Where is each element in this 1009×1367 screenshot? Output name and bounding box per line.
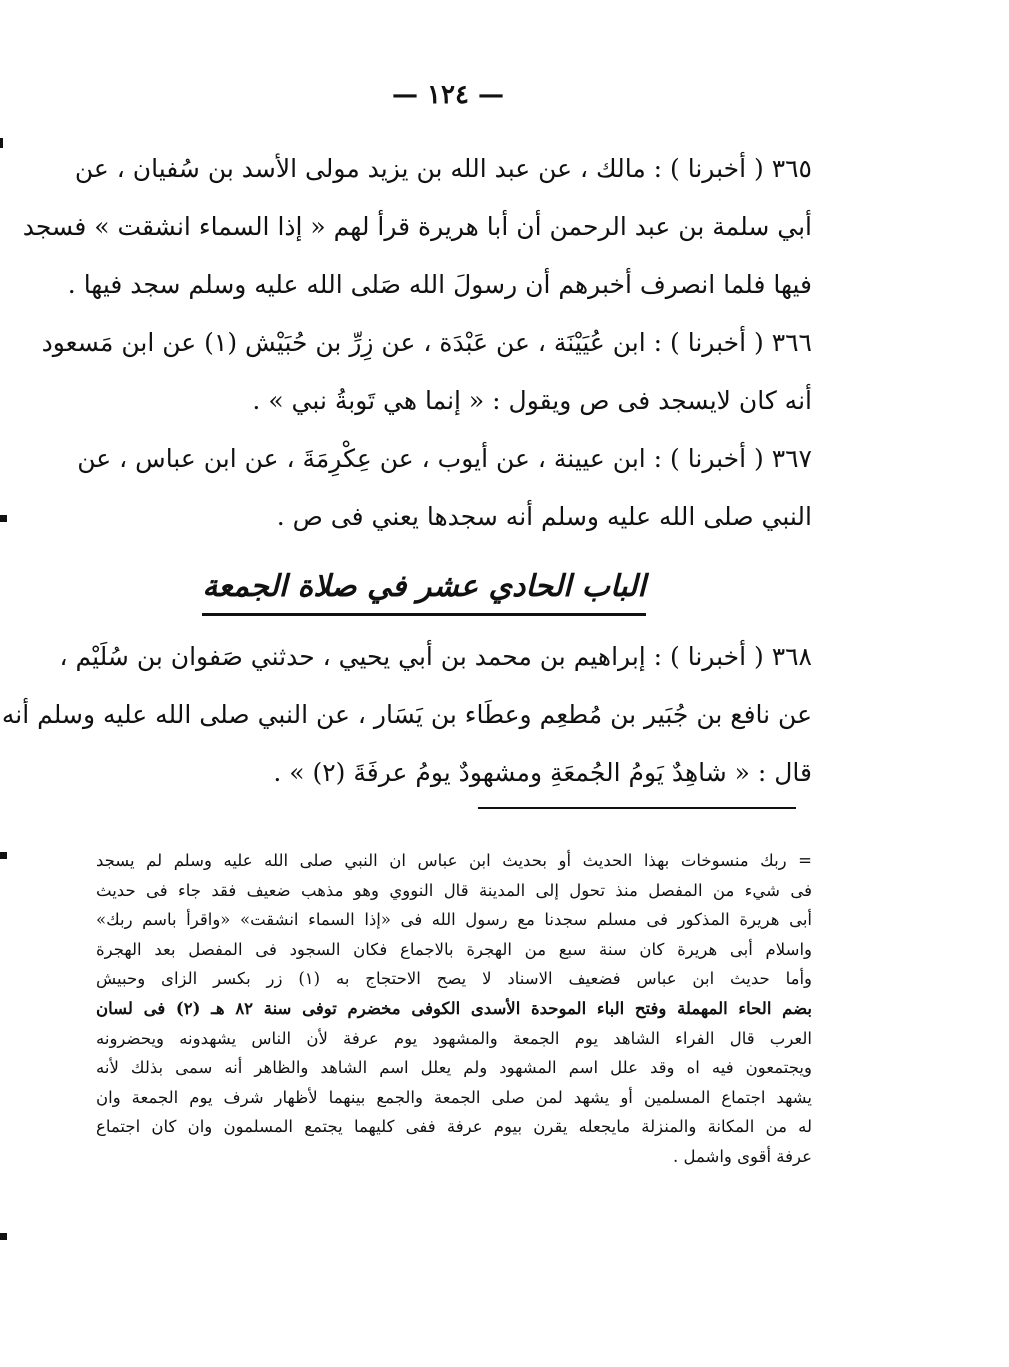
footnote-line: بضم الحاء المهملة وفتح الباء الموحدة الأسدى الكوفى مخضرم توفى سنة ٨٢ هـ (٢) فى لسان bbox=[96, 998, 812, 1018]
hadith-367-line-1: ٣٦٧ ( أخبرنا ) : ابن عيينة ، عن أيوب ، عن عِكْرِمَةَ ، عن ابن عباس ، عن bbox=[77, 444, 812, 473]
scan-margin-mark bbox=[0, 515, 7, 522]
chapter-heading bbox=[96, 546, 812, 628]
hadith-365-line-1: ٣٦٥ ( أخبرنا ) : مالك ، عن عبد الله بن يزيد مولى الأسد بن سُفيان ، عن bbox=[74, 154, 812, 183]
footnote-line: عرفة أقوى واشمل . bbox=[673, 1146, 812, 1166]
scan-margin-mark bbox=[0, 1233, 7, 1240]
footnote-separator bbox=[478, 807, 796, 809]
hadith-366-line-2: أنه كان لايسجد فى ص ويقول : « إنما هي تَوبةُ نبي » . bbox=[252, 386, 812, 415]
footnotes bbox=[96, 846, 812, 1172]
main-text bbox=[1, 140, 812, 802]
page-number: — ١٢٤ — bbox=[391, 80, 505, 110]
hadith-368-line-2: عن نافع بن جُبَير بن مُطعِم وعطَاء بن يَسَار ، عن النبي صلى الله عليه وسلم أنه bbox=[1, 700, 812, 729]
footnote-line: العرب قال الفراء الشاهد يوم الجمعة والمشهود يوم عرفة لأن الناس يشهدونه ويحضرونه bbox=[96, 1028, 812, 1048]
footnote-line: وأما حديث ابن عباس فضعيف الاسناد لا يصح الاحتجاج به (١) زر بكسر الزاى وحبيش bbox=[96, 969, 812, 989]
footnote-line: يشهد اجتماع المسلمين أو يشهد لمن صلى الجمعة والجمع بينهما لأظهار شرف يوم الجمعة وان bbox=[96, 1087, 812, 1107]
scan-margin-mark bbox=[0, 138, 3, 148]
hadith-367-line-2: النبي صلى الله عليه وسلم أنه سجدها يعني فى ص . bbox=[276, 502, 812, 531]
hadith-368-line-3: قال : « شاهِدٌ يَومُ الجُمعَةِ ومشهودٌ يومُ عرفَةَ (٢) » . bbox=[273, 758, 812, 787]
footnote-line: ويجتمعون فيه اه وقد علل اسم المشهود ولم يعلل اسم الشاهد والظاهر أنه سمى بذلك لأنه bbox=[96, 1058, 812, 1078]
hadith-368-line-1: ٣٦٨ ( أخبرنا ) : إبراهيم بن محمد بن أبي يحيي ، حدثني صَفوان بن سُلَيْم ، bbox=[59, 642, 812, 671]
footnote-line: له من المكانة والمنزلة مايجعله يقرن بيوم عرفة ففى كليهما يجتمع المسلمون وان كان اجتماع bbox=[96, 1117, 812, 1137]
footnote-line: أبى هريرة المذكور فى مسلم سجدنا مع رسول الله فى «إذا السماء انشقت» «واقرأ باسم ربك» bbox=[96, 910, 812, 930]
footnote-line: واسلام أبى هريرة كان سنة سبع من الهجرة بالاجماع فكان السجود فى المفصل بعد الهجرة bbox=[96, 939, 812, 959]
hadith-365-line-2: أبي سلمة بن عبد الرحمن أن أبا هريرة قرأ لهم « إذا السماء انشقت » فسجد bbox=[22, 212, 812, 241]
footnote-line: فى شيء من المفصل منذ تحول إلى المدينة قال النووي وهو مذهب ضعيف فقد جاء فى حديث bbox=[96, 880, 812, 900]
footnote-line: = ربك منسوخات بهذا الحديث أو بحديث ابن عباس ان النبي صلى الله عليه وسلم لم يسجد bbox=[96, 851, 812, 870]
scan-margin-mark bbox=[0, 852, 7, 859]
hadith-366-line-1: ٣٦٦ ( أخبرنا ) : ابن عُيَيْنَة ، عن عَبْدَة ، عن زِرِّ بن حُبَيْش (١) عن ابن مَسعود bbox=[41, 328, 812, 357]
hadith-365-line-3: فيها فلما انصرف أخبرهم أن رسولَ الله صَلى الله عليه وسلم سجد فيها . bbox=[67, 270, 812, 299]
chapter-heading-text: الباب الحادي عشر في صلاة الجمعة bbox=[202, 563, 645, 616]
